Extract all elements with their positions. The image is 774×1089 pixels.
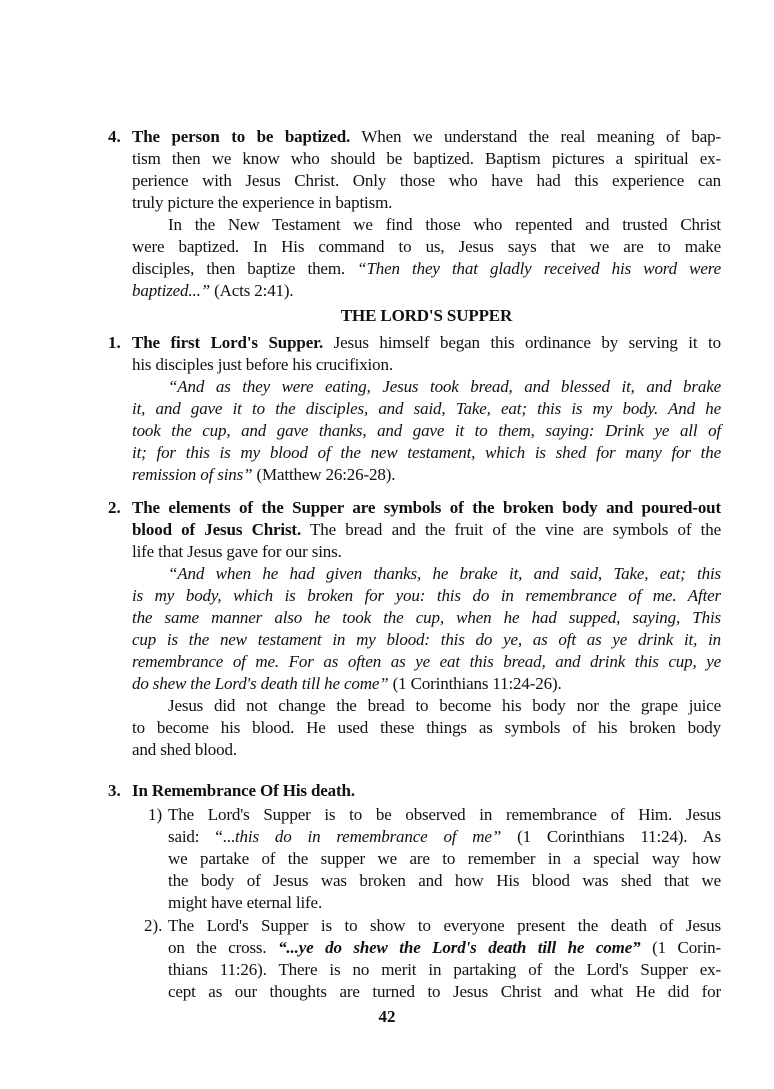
text-line (132, 149, 721, 169)
text-line (132, 443, 721, 463)
item-number-2: 2. (108, 498, 121, 517)
text-line (132, 193, 721, 213)
text-run: and shed blood. (132, 740, 237, 759)
text-line (168, 564, 721, 584)
text-line (168, 215, 721, 235)
item-number-3: 3. (108, 781, 121, 800)
text-run: cup is the new testament in my blood: this do ye, as oft as ye drink it, in (132, 630, 721, 649)
text-run: (Acts 2:41). (210, 281, 294, 300)
text-line (168, 938, 721, 958)
text-run: life that Jesus gave for our sins. (132, 542, 342, 561)
text-run: (1 Corin- (640, 938, 721, 957)
text-line (168, 871, 721, 891)
text-run: it; for this is my blood of the new testament, which is shed for many for the (132, 443, 721, 462)
text-run: remission of sins” (132, 465, 253, 484)
text-run: In Remembrance Of His death. (132, 781, 355, 800)
text-run: the same manner also he took the cup, when he had supped, saying, This (132, 608, 721, 627)
text-line (168, 377, 721, 397)
text-run: disciples, then baptize them. (132, 259, 358, 278)
text-run: Jesus did not change the bread to become his body nor the grape juice (168, 696, 721, 715)
text-line (132, 281, 721, 301)
item-number-4: 4. (108, 127, 121, 146)
text-line (132, 630, 721, 650)
text-run: “Then they that gladly received his word were (357, 259, 721, 278)
text-line (132, 237, 721, 257)
text-run: on the cross. (168, 938, 279, 957)
text-run: In the New Testament we find those who repented and trusted Christ (168, 215, 721, 234)
text-run: were baptized. In His command to us, Jesus says that we are to make (132, 237, 721, 256)
text-line (132, 542, 721, 562)
text-run: it, and gave it to the disciples, and said, Take, eat; this is my body. And he (132, 399, 721, 418)
text-line (132, 465, 721, 485)
section-heading: THE LORD'S SUPPER (340, 306, 513, 325)
text-run: the body of Jesus was broken and how His blood was shed that we (168, 871, 721, 890)
text-line (132, 608, 721, 628)
text-run: to become his blood. He used these things as symbols of his broken body (132, 718, 721, 737)
text-line (168, 849, 721, 869)
text-line (132, 781, 721, 801)
text-line (132, 333, 721, 353)
text-line (132, 399, 721, 419)
text-line (168, 893, 721, 913)
text-line (132, 586, 721, 606)
text-run: “...ye do shew the Lord's death till he come” (278, 938, 641, 957)
text-run: remembrance of me. For as often as ye eat this bread, and drink this cup, ye (132, 652, 721, 671)
text-run: do shew the Lord's death till he come” (132, 674, 389, 693)
text-run: (1 Corinthians 11:24-26). (388, 674, 562, 693)
text-run: this do in remembrance of me” (234, 827, 502, 846)
item-number-1: 1. (108, 333, 121, 352)
text-run: The person to be baptized. (132, 127, 351, 146)
text-line (168, 696, 721, 716)
text-line (132, 674, 721, 694)
text-line (168, 982, 721, 1002)
text-run: cept as our thoughts are turned to Jesus Christ and what He did for (168, 982, 721, 1001)
page-number: 42 (378, 1007, 396, 1026)
text-run: baptized...” (132, 281, 211, 300)
text-run: “And as they were eating, Jesus took bread, and blessed it, and brake (168, 377, 721, 396)
text-run: thians 11:26). There is no merit in partaking of the Lord's Supper ex- (168, 960, 721, 979)
text-run: blood of Jesus Christ. (132, 520, 302, 539)
text-run: said: “... (168, 827, 235, 846)
text-run: tism then we know who should be baptized. Baptism pictures a spiritual ex- (132, 149, 721, 168)
text-run: Jesus himself began this ordinance by serving it to (323, 333, 721, 352)
text-run: we partake of the supper we are to remember in a special way how (168, 849, 721, 868)
text-line (132, 652, 721, 672)
text-line (132, 520, 721, 540)
text-line (132, 171, 721, 191)
text-run: The first Lord's Supper. (132, 333, 324, 352)
text-run: The Lord's Supper is to show to everyone present the death of Jesus (168, 916, 721, 935)
text-run: (Matthew 26:26-28). (252, 465, 396, 484)
text-line (132, 127, 721, 147)
text-line (132, 718, 721, 738)
text-run: (1 Corinthians 11:24). As (501, 827, 721, 846)
text-line (132, 355, 721, 375)
text-line (132, 421, 721, 441)
text-run: “And when he had given thanks, he brake it, and said, Take, eat; this (168, 564, 721, 583)
text-run: When we understand the real meaning of bap- (350, 127, 721, 146)
text-run: The elements of the Supper are symbols of the broken body and poured-out (132, 498, 721, 517)
text-line (132, 498, 721, 518)
text-run: The bread and the fruit of the vine are symbols of the (301, 520, 721, 539)
text-line (168, 916, 721, 936)
text-line (132, 740, 721, 760)
subitem-number-1: 1) (148, 805, 163, 824)
text-run: took the cup, and gave thanks, and gave it to them, saying: Drink ye all of (132, 421, 721, 440)
text-run: truly picture the experience in baptism. (132, 193, 393, 212)
text-run: might have eternal life. (168, 893, 323, 912)
text-line (132, 259, 721, 279)
text-run: is my body, which is broken for you: this do in remembrance of me. After (132, 586, 721, 605)
text-run: perience with Jesus Christ. Only those who have had this experience can (132, 171, 721, 190)
text-line (168, 960, 721, 980)
text-line (168, 805, 721, 825)
subitem-number-2: 2). (144, 916, 163, 935)
text-line (168, 827, 721, 847)
text-run: The Lord's Supper is to be observed in remembrance of Him. Jesus (168, 805, 721, 824)
text-run: his disciples just before his crucifixion. (132, 355, 393, 374)
